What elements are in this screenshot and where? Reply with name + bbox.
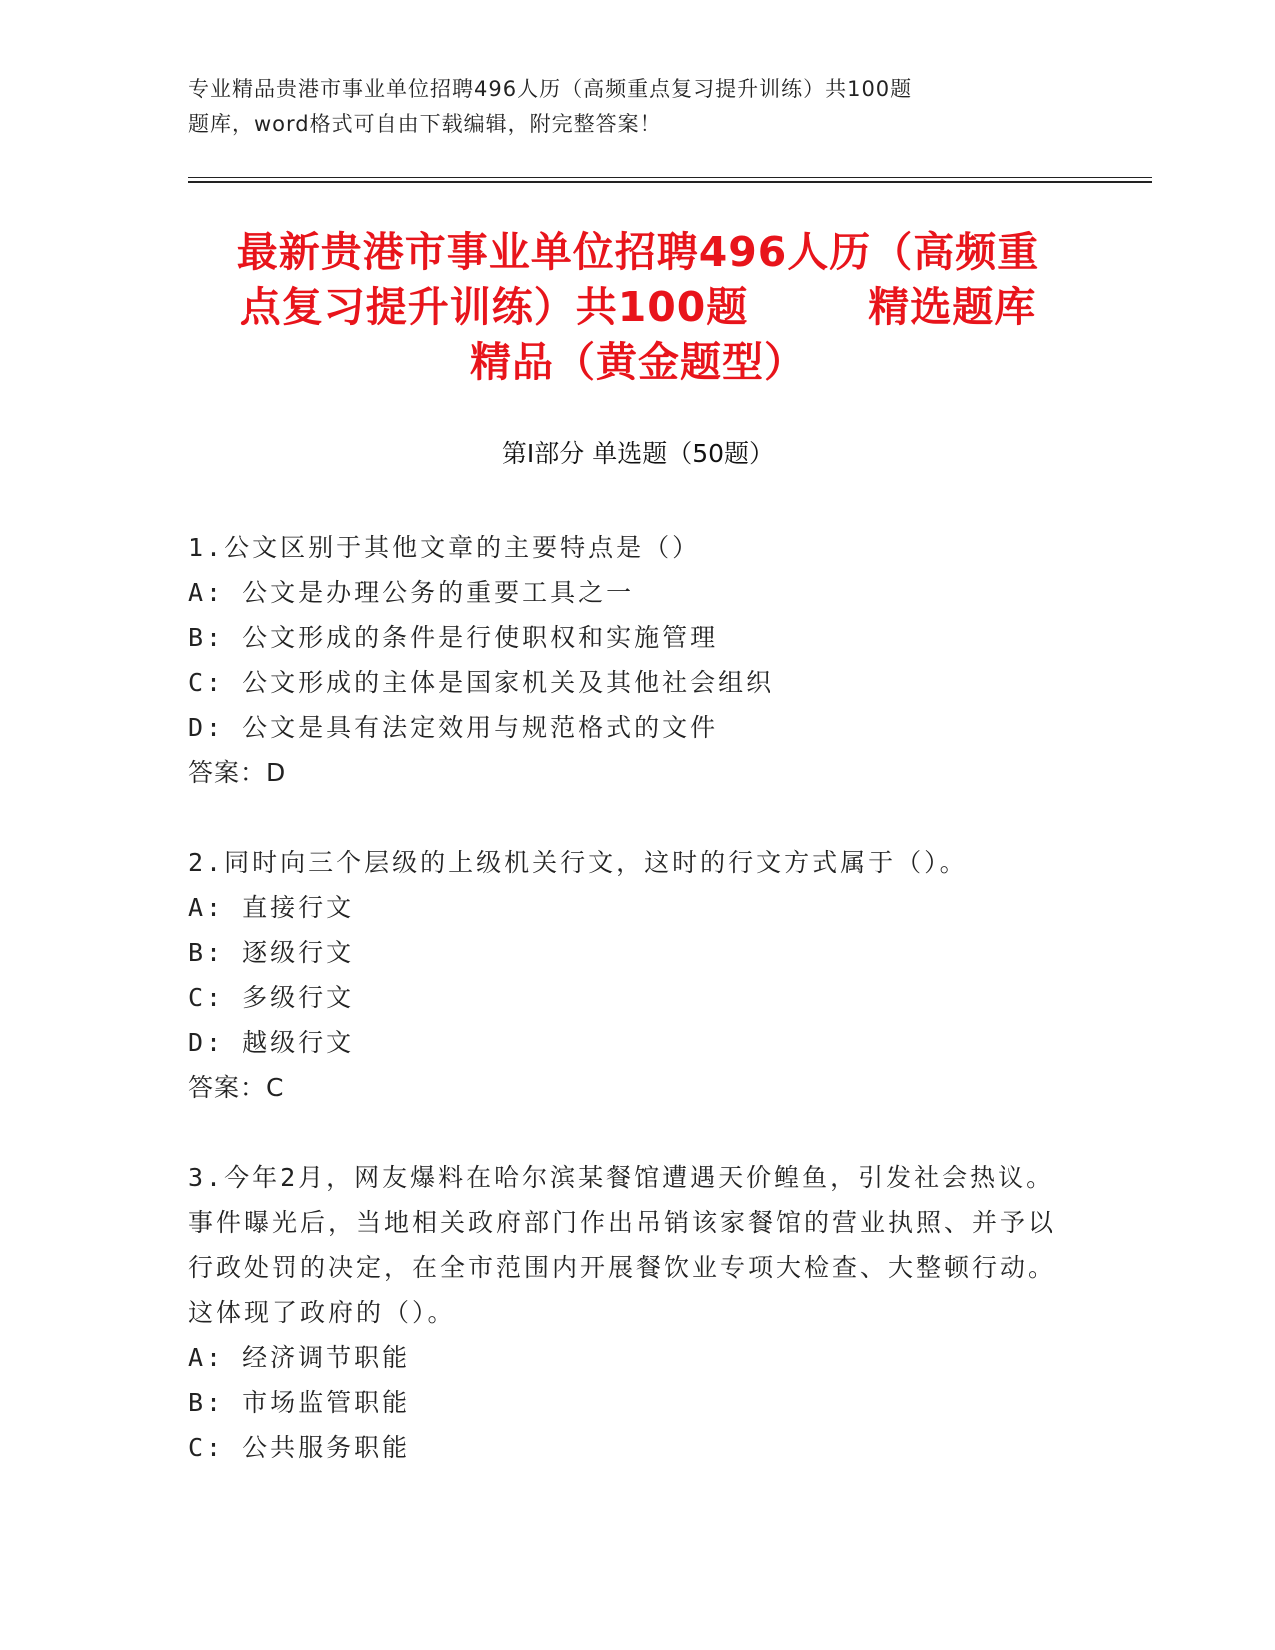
- question-3: [188, 1155, 1068, 1470]
- question-option-a: A: 直接行文: [188, 893, 355, 922]
- document-title-line-3: 精品（黄金题型）: [470, 338, 806, 386]
- question-stem: 2.同时向三个层级的上级机关行文，这时的行文方式属于（）。: [188, 848, 968, 877]
- document-title: [188, 225, 1088, 390]
- question-list: [188, 525, 1068, 1515]
- question-option-c: C: 公共服务职能: [188, 1433, 411, 1462]
- header-note: [188, 72, 1048, 142]
- header-note-line-1: 专业精品贵港市事业单位招聘496人历（高频重点复习提升训练）共100题: [188, 77, 913, 101]
- question-option-b: B: 公文形成的条件是行使职权和实施管理: [188, 623, 719, 652]
- question-option-c: C: 多级行文: [188, 983, 355, 1012]
- question-stem: 1.公文区别于其他文章的主要特点是（）: [188, 533, 701, 562]
- document-title-line-1: 最新贵港市事业单位招聘496人历（高频重: [236, 228, 1040, 276]
- question-option-c: C: 公文形成的主体是国家机关及其他社会组织: [188, 668, 775, 697]
- document-title-line-2a: 点复习提升训练）共100题: [239, 283, 749, 331]
- header-divider-thin: [188, 177, 1152, 178]
- document-title-line-2: [188, 280, 1088, 335]
- section-title: 第I部分 单选题（50题）: [501, 439, 775, 468]
- question-answer: 答案：D: [188, 758, 287, 787]
- header-note-line-2: 题库，word格式可自由下载编辑，附完整答案！: [188, 112, 662, 136]
- question-stem: 3.今年2月，网友爆料在哈尔滨某餐馆遭遇天价鳇鱼，引发社会热议。事件曝光后，当地相关政府部门作出吊销该家餐馆的营业执照、并予以行政处罚的决定，在全市范围内开展餐饮业专项大检查、大整顿行动。这体现了政府的（）。: [188, 1163, 1057, 1327]
- question-option-d: D: 公文是具有法定效用与规范格式的文件: [188, 713, 719, 742]
- question-option-b: B: 逐级行文: [188, 938, 355, 967]
- question-option-a: A: 公文是办理公务的重要工具之一: [188, 578, 635, 607]
- question-answer: 答案：C: [188, 1073, 285, 1102]
- question-option-a: A: 经济调节职能: [188, 1343, 411, 1372]
- header-divider-thick: [188, 181, 1152, 183]
- document-title-line-2b: 精选题库: [868, 283, 1037, 331]
- question-option-d: D: 越级行文: [188, 1028, 355, 1057]
- question-1: [188, 525, 1068, 795]
- question-option-b: B: 市场监管职能: [188, 1388, 411, 1417]
- question-2: [188, 840, 1068, 1110]
